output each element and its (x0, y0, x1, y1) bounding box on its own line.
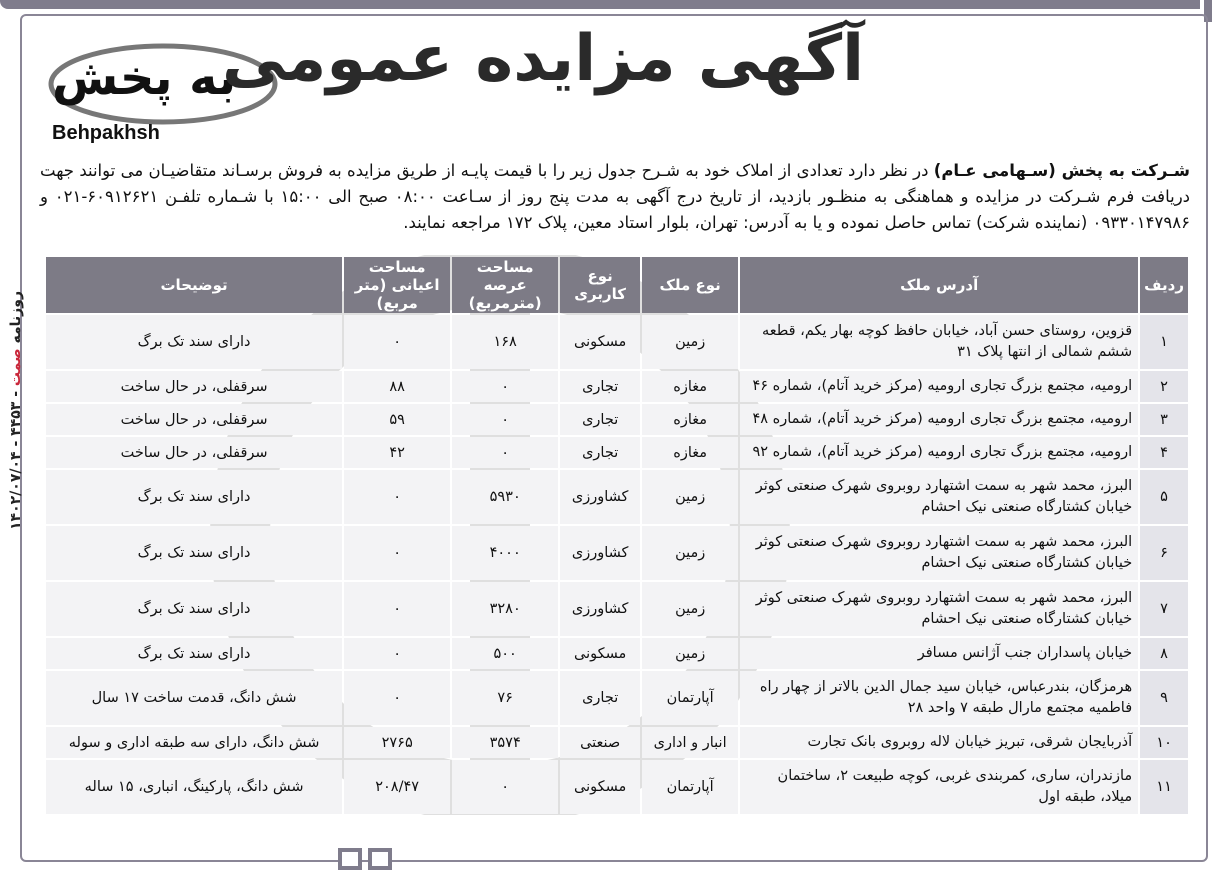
cell-building-area: ۰ (344, 526, 450, 580)
cell-address: خیابان پاسداران جنب آژانس مسافر (740, 638, 1138, 669)
cell-building-area: ۰ (344, 315, 450, 369)
cell-row-number: ۶ (1140, 526, 1188, 580)
cell-usage-type: صنعتی (560, 727, 640, 758)
col-address: آدرس ملک (740, 257, 1138, 313)
cell-row-number: ۷ (1140, 582, 1188, 636)
cell-row-number: ۵ (1140, 470, 1188, 524)
cell-row-number: ۱۱ (1140, 760, 1188, 814)
cell-land-area: ۱۶۸ (452, 315, 558, 369)
cell-usage-type: مسکونی (560, 760, 640, 814)
cell-land-area: ۰ (452, 371, 558, 402)
cell-row-number: ۹ (1140, 671, 1188, 725)
cell-building-area: ۲۰۸/۴۷ (344, 760, 450, 814)
cell-property-type: مغازه (642, 404, 738, 435)
cell-address: البرز، محمد شهر به سمت اشتهارد روبروی شهرک صنعتی کوثر خیابان کشتارگاه صنعتی نیک احشام (740, 470, 1138, 524)
cell-land-area: ۷۶ (452, 671, 558, 725)
col-row-number: ردیف (1140, 257, 1188, 313)
table-row (46, 760, 1188, 814)
bottom-ornament (338, 848, 392, 870)
cell-usage-type: مسکونی (560, 315, 640, 369)
cell-building-area: ۸۸ (344, 371, 450, 402)
logo-latin: Behpakhsh (52, 122, 160, 144)
newspaper-side-label (8, 291, 24, 530)
cell-description: سرقفلی، در حال ساخت (46, 404, 342, 435)
cell-usage-type: کشاورزی (560, 526, 640, 580)
cell-address: البرز، محمد شهر به سمت اشتهارد روبروی شهرک صنعتی کوثر خیابان کشتارگاه صنعتی نیک احشام (740, 526, 1138, 580)
cell-building-area: ۰ (344, 470, 450, 524)
cell-usage-type: کشاورزی (560, 582, 640, 636)
cell-row-number: ۸ (1140, 638, 1188, 669)
cell-description: دارای سند تک برگ (46, 526, 342, 580)
newspaper-name: صمت (8, 348, 24, 387)
cell-row-number: ۴ (1140, 437, 1188, 468)
table-row (46, 371, 1188, 402)
cell-description: شش دانگ، دارای سه طبقه اداری و سوله (46, 727, 342, 758)
cell-usage-type: تجاری (560, 371, 640, 402)
cell-property-type: زمین (642, 526, 738, 580)
cell-property-type: آپارتمان (642, 671, 738, 725)
cell-property-type: زمین (642, 638, 738, 669)
col-property-type: نوع ملک (642, 257, 738, 313)
table-row (46, 470, 1188, 524)
table-row (46, 582, 1188, 636)
cell-building-area: ۲۷۶۵ (344, 727, 450, 758)
cell-property-type: زمین (642, 582, 738, 636)
cell-description: شش دانگ، پارکینگ، انباری، ۱۵ ساله (46, 760, 342, 814)
col-usage-type: نوع کاربری (560, 257, 640, 313)
cell-land-area: ۳۵۷۴ (452, 727, 558, 758)
intro-paragraph (40, 158, 1190, 236)
cell-row-number: ۱۰ (1140, 727, 1188, 758)
table-row (46, 671, 1188, 725)
cell-address: ارومیه، مجتمع بزرگ تجاری ارومیه (مرکز خرید آتام)، شماره ۹۲ (740, 437, 1138, 468)
col-land-area: مساحت عرصه (مترمربع) (452, 257, 558, 313)
cell-land-area: ۴۰۰۰ (452, 526, 558, 580)
cell-building-area: ۴۲ (344, 437, 450, 468)
cell-property-type: زمین (642, 470, 738, 524)
frame-top-bar (0, 0, 1200, 9)
cell-usage-type: تجاری (560, 404, 640, 435)
cell-land-area: ۵۹۳۰ (452, 470, 558, 524)
cell-land-area: ۵۰۰ (452, 638, 558, 669)
cell-usage-type: کشاورزی (560, 470, 640, 524)
cell-property-type: انبار و اداری (642, 727, 738, 758)
side-prefix: روزنامه (8, 290, 24, 349)
cell-address: آذربایجان شرقی، تبریز خیابان لاله روبروی بانک تجارت (740, 727, 1138, 758)
table-row (46, 437, 1188, 468)
intro-text: در نظر دارد تعدادی از املاک خود به شـرح جدول زیر را با قیمت پایـه از طریق مزایده به فروش برسـاند متقاضیـان می توانند جهت دریافت فرم شـرکت در مزایده و هماهنگی به منظـور بازدید، از تاریخ درج آگهی به مدت پنج روز از سـاعت ۰۸:۰۰ صبح الی ۱۵:۰۰ با شـماره تلفـن ۶۰۹۱۲۶۲۱-۰۲۱ و ۰۹۳۳۰۱۴۷۹۸۶ (نماینده شرکت) تماس حاصل نموده و یا به آدرس: تهران، بلوار استاد معین، پلاک ۱۷۲ مراجعه نمایند. (40, 161, 1191, 232)
cell-land-area: ۳۲۸۰ (452, 582, 558, 636)
logo-word: به پخش (52, 50, 237, 106)
property-table (44, 255, 1190, 816)
cell-building-area: ۵۹ (344, 404, 450, 435)
table-row (46, 526, 1188, 580)
cell-property-type: زمین (642, 315, 738, 369)
cell-row-number: ۱ (1140, 315, 1188, 369)
cell-description: دارای سند تک برگ (46, 638, 342, 669)
cell-row-number: ۳ (1140, 404, 1188, 435)
cell-address: هرمزگان، بندرعباس، خیابان سید جمال الدین بالاتر از چهار راه فاطمیه مجتمع مارال طبقه ۷ واحد ۲۸ (740, 671, 1138, 725)
side-issue-date: - ۴۴۵۳ - ۱۴۰۲/۰۷/۰۴ (8, 386, 24, 530)
cell-address: البرز، محمد شهر به سمت اشتهارد روبروی شهرک صنعتی کوثر خیابان کشتارگاه صنعتی نیک احشام (740, 582, 1138, 636)
col-building-area: مساحت اعیانی (متر مربع) (344, 257, 450, 313)
cell-address: ارومیه، مجتمع بزرگ تجاری ارومیه (مرکز خرید آتام)، شماره ۴۶ (740, 371, 1138, 402)
page-title: آگهی مزایده عمومی (222, 22, 864, 96)
cell-row-number: ۲ (1140, 371, 1188, 402)
table-row (46, 638, 1188, 669)
cell-building-area: ۰ (344, 638, 450, 669)
cell-usage-type: تجاری (560, 437, 640, 468)
table-header-row (46, 257, 1188, 313)
company-name: شـرکت به پخش (سـهامی عـام) (933, 161, 1190, 180)
cell-description: سرقفلی، در حال ساخت (46, 437, 342, 468)
cell-land-area: ۰ (452, 404, 558, 435)
cell-building-area: ۰ (344, 671, 450, 725)
cell-property-type: مغازه (642, 437, 738, 468)
cell-property-type: مغازه (642, 371, 738, 402)
cell-land-area: ۰ (452, 760, 558, 814)
table-row (46, 727, 1188, 758)
cell-address: قزوین، روستای حسن آباد، خیابان حافظ کوچه بهار یکم، قطعه ششم شمالی از انتها پلاک ۳۱ (740, 315, 1138, 369)
table-row (46, 404, 1188, 435)
table-body (46, 315, 1188, 814)
table-row (46, 315, 1188, 369)
cell-description: دارای سند تک برگ (46, 582, 342, 636)
col-description: توضیحات (46, 257, 342, 313)
cell-description: شش دانگ، قدمت ساخت ۱۷ سال (46, 671, 342, 725)
cell-land-area: ۰ (452, 437, 558, 468)
cell-address: مازندران، ساری، کمربندی غربی، کوچه طبیعت ۲، ساختمان میلاد، طبقه اول (740, 760, 1138, 814)
cell-building-area: ۰ (344, 582, 450, 636)
cell-description: دارای سند تک برگ (46, 315, 342, 369)
cell-address: ارومیه، مجتمع بزرگ تجاری ارومیه (مرکز خرید آتام)، شماره ۴۸ (740, 404, 1138, 435)
cell-description: دارای سند تک برگ (46, 470, 342, 524)
cell-usage-type: مسکونی (560, 638, 640, 669)
cell-property-type: آپارتمان (642, 760, 738, 814)
cell-usage-type: تجاری (560, 671, 640, 725)
cell-description: سرقفلی، در حال ساخت (46, 371, 342, 402)
